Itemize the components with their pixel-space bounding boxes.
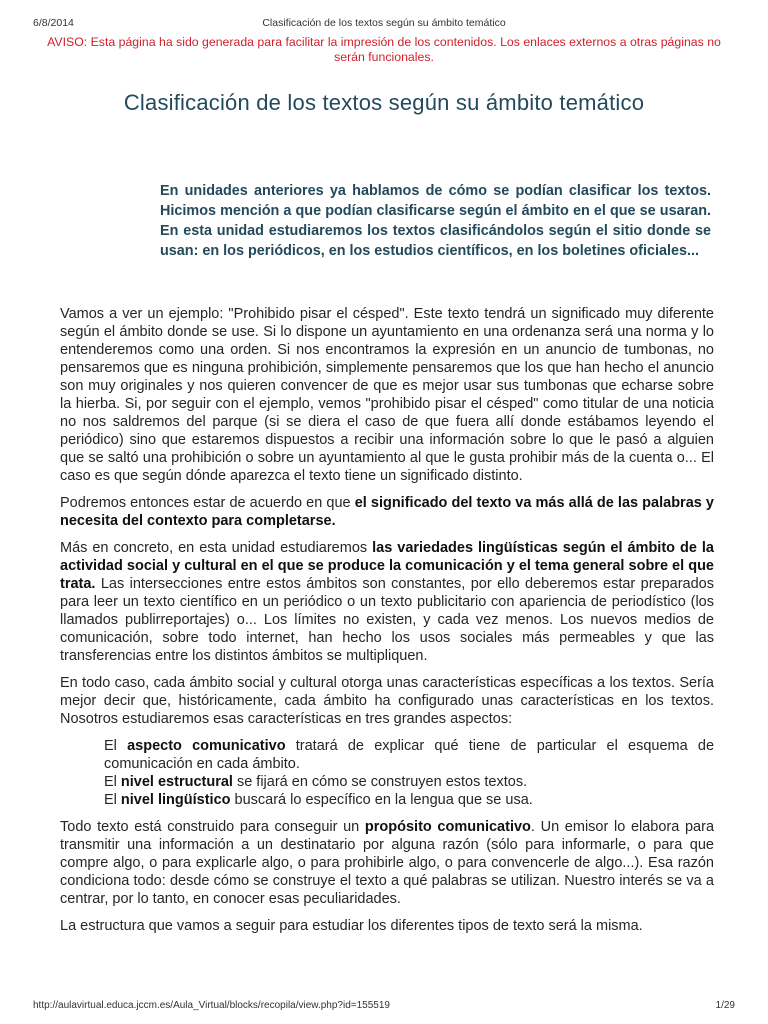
aspect-prefix: El [104,738,128,754]
paragraph-context-text: Podremos entonces estar de acuerdo en que [60,495,355,511]
aspect-description: buscará lo específico en la lengua que se usa. [230,792,533,808]
aspect-item [104,773,714,791]
aspect-description: tratará de explicar qué tiene de particular el esquema de comunicación en cada ámbito. [104,738,715,772]
notice-label: AVISO: [47,35,88,49]
aspect-term: nivel estructural [120,774,233,790]
aspect-item [104,791,714,809]
page-count: 1/29 [715,1000,735,1011]
main-content [60,305,714,944]
print-footer [33,1000,735,1014]
print-title: Clasificación de los textos según su ámbito temático [262,17,506,29]
page-title: Clasificación de los textos según su ámbito temático [123,90,645,115]
paragraph-varieties-emphasis: las variedades lingüísticas según el ámbito de la actividad social y cultural en el que se produce la comunicación y el tema general sobre el que trata. [60,540,714,592]
paragraph-varieties-lead: Más en concreto, en esta unidad estudiaremos [60,540,373,556]
paragraph-context-emphasis: el significado del texto va más allá de las palabras y necesita del contexto para completarse. [60,495,714,529]
print-header [33,17,735,31]
paragraph-structure: La estructura que vamos a seguir para estudiar los diferentes tipos de texto será la misma. [60,918,643,934]
print-notice [40,35,728,65]
paragraph-varieties [60,539,714,665]
notice-text: Esta página ha sido generada para facilitar la impresión de los contenidos. Los enlaces externos a otras páginas no serán funcionales. [90,35,721,64]
paragraph-purpose-emphasis: propósito comunicativo [364,819,531,835]
paragraph-purpose [60,818,714,908]
aspect-description: se fijará en cómo se construyen estos textos. [232,774,528,790]
paragraph-context [60,494,714,530]
aspect-term: nivel lingüístico [120,792,231,808]
paragraph-purpose-lead: Todo texto está construido para conseguir un [60,819,365,835]
page-url: http://aulavirtual.educa.jccm.es/Aula_Virtual/blocks/recopila/view.php?id=155519 [33,1000,390,1011]
paragraph-example: Vamos a ver un ejemplo: "Prohibido pisar el césped". Este texto tendrá un significado muy diferente según el ámbito donde se use. Si lo dispone un ayuntamiento en una ordenanza será una norma y lo entenderemos como una orden. Si nos encontramos la expresión en un anuncio de tumbonas, no pensaremos que es ninguna prohibición, simplemente pensaremos que los que han hecho el anuncio son muy originales y nos quieren convencer de que es mejor usar sus tumbonas que echarse sobre la hierba. Si, por seguir con el ejemplo, vemos "prohibido pisar el césped" como titular de una noticia no nos saldremos del parque (si se diera el caso de que fuera allí donde estábamos leyendo el periódico) sino que estaremos dispuestos a recibir una información sobre lo que le pasó a alguien que se saltó una prohibición o sobre un ayuntamiento al que le gusta prohibir más de la cuenta o... El caso es que según dónde aparezca el texto tiene un significado distinto. [60,306,714,484]
aspects-list [60,737,714,809]
paragraph-aspects-intro: En todo caso, cada ámbito social y cultural otorga unas características específicas a los textos. Sería mejor decir que, históricamente, cada ámbito ha configurado unas características en los textos. Nosotros estudiaremos esas características en tres grandes aspectos: [60,675,714,727]
print-date: 6/8/2014 [33,17,74,29]
paragraph-varieties-rest: Las intersecciones entre estos ámbitos son constantes, por ello deberemos estar preparados para leer un texto científico en un periódico o un texto publicitario con apariencia de periodístico (los llamados publirreportajes) o... Los límites no existen, y cada vez menos. Los nuevos medios de comunicación, sobre todo internet, han hecho los usos sociales más permeables y que las transferencias entre los distintos ámbitos se multipliquen. [60,576,714,664]
aspect-prefix: El [104,774,121,790]
paragraph-purpose-rest: . Un emisor lo elabora para transmitir una información a un destinatario por alguna razón (sólo para informarle, o para que compre algo, o para explicarle algo, o para prohibirle algo, o para convencerle de algo...). Esa razón condiciona todo: desde cómo se construye el texto a qué palabras se utilizan. Nuestro interés se va a centrar, por lo tanto, en conocer esas peculiaridades. [60,819,715,907]
aspect-term: aspecto comunicativo [127,738,286,754]
intro-text: En unidades anteriores ya hablamos de cómo se podían clasificar los textos. Hicimos mención a que podían clasificarse según el ámbito en el que se usaran. En esta unidad estudiaremos los textos clasificándolos según el sitio donde se usan: en los periódicos, en los estudios científicos, en los boletines oficiales... [160,183,711,259]
aspect-item [104,737,714,773]
aspect-prefix: El [104,792,121,808]
